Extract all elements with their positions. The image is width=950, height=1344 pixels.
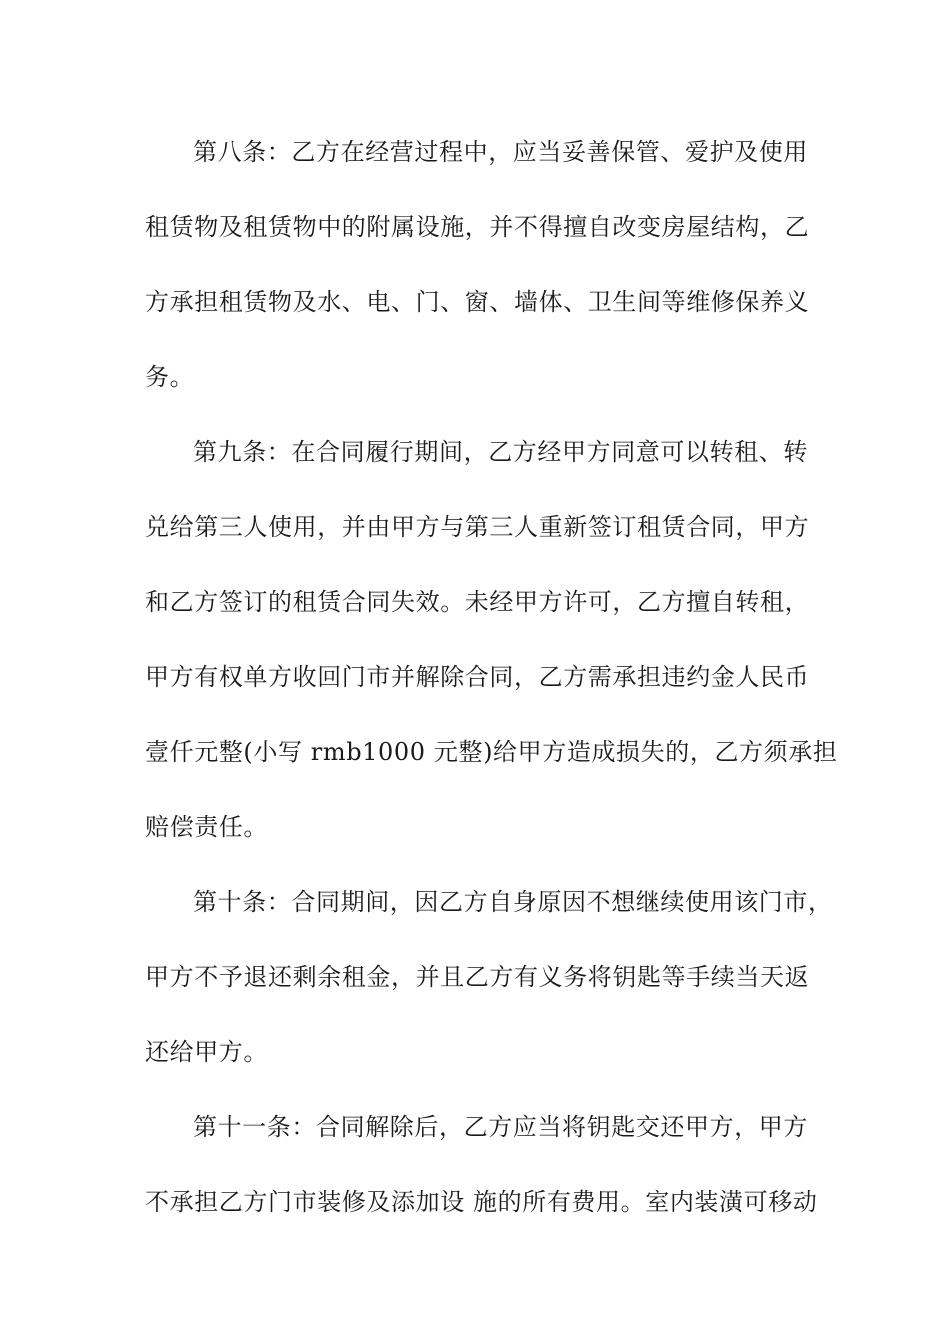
article-10-line-2: 甲方不予退还剩余租金，并且乙方有义务将钥匙等手续当天返 [145, 963, 810, 991]
article-11-line-1: 第十一条：合同解除后，乙方应当将钥匙交还甲方，甲方 [193, 1113, 808, 1141]
article-9-line-3: 和乙方签订的租赁合同失效。未经甲方许可，乙方擅自转租， [145, 588, 810, 616]
article-8-line-2: 租赁物及租赁物中的附属设施，并不得擅自改变房屋结构，乙 [145, 213, 810, 241]
article-9-line-6: 赔偿责任。 [145, 813, 268, 841]
article-11-line-2: 不承担乙方门市装修及添加设 施的所有费用。室内装潢可移动 [145, 1188, 818, 1216]
article-9-line-1: 第九条：在合同履行期间，乙方经甲方同意可以转租、转 [193, 438, 808, 466]
article-9-line-2: 兑给第三人使用，并由甲方与第三人重新签订租赁合同，甲方 [145, 513, 810, 541]
article-10-line-3: 还给甲方。 [145, 1038, 268, 1066]
article-8-line-4: 务。 [145, 363, 195, 391]
article-9-line-4: 甲方有权单方收回门市并解除合同，乙方需承担违约金人民币 [145, 663, 810, 691]
article-10-line-1: 第十条：合同期间，因乙方自身原因不想继续使用该门市， [193, 888, 833, 916]
article-9-line-5: 壹仟元整(小写 rmb1000 元整)给甲方造成损失的，乙方须承担 [145, 738, 838, 766]
article-8-line-3: 方承担租赁物及水、电、门、窗、墙体、卫生间等维修保养义 [145, 288, 810, 316]
article-8-line-1: 第八条：乙方在经营过程中，应当妥善保管、爱护及使用 [193, 138, 808, 166]
